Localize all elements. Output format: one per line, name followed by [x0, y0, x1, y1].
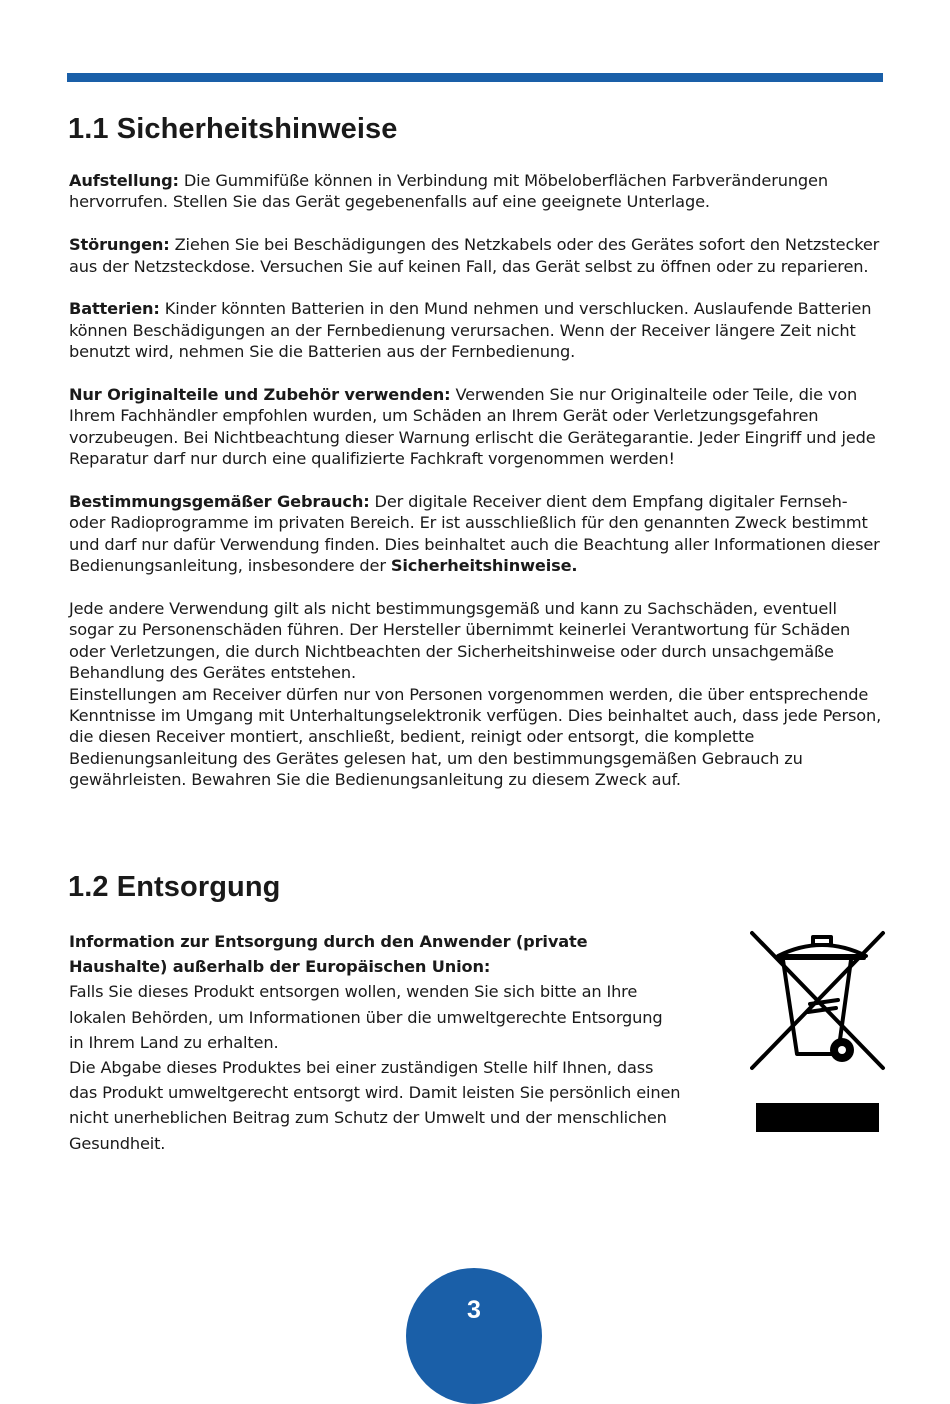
safety-paragraph-intended-use	[69, 491, 884, 577]
section-heading-safety: 1.1 Sicherheitshinweise	[68, 113, 398, 145]
crossed-out-wheelie-bin-icon	[750, 930, 886, 1074]
paragraph-emphasis: Sicherheitshinweise.	[390, 556, 578, 576]
paragraph-text: Der digitale Receiver dient dem Empfang digitaler Fernseh- oder Radioprogramme im privaten Bereich. Er ist ausschließlich für den genannten Zweck bestimmt und darf nur dafür Verwendung finden. Dies beinhaltet auch die Beachtung aller Informationen dieser Bedienungsanleitung, insbesondere der	[69, 492, 880, 576]
safety-paragraph-malfunctions	[69, 234, 884, 277]
paragraph-lead: Bestimmungsgemäßer Gebrauch:	[69, 492, 370, 512]
page-number-tab	[406, 1268, 542, 1404]
safety-paragraph-setup	[69, 170, 884, 213]
paragraph-text: Die Gummifüße können in Verbindung mit Möbeloberflächen Farbveränderungen hervorrufen. Stellen Sie das Gerät gegebenenfalls auf eine geeignete Unterlage.	[69, 171, 828, 212]
disposal-paragraph-2: Die Abgabe dieses Produktes bei einer zuständigen Stelle hilf Ihnen, dass das Produkt umweltgerecht entsorgt wird. Damit leisten Sie persönlich einen nicht unerheblichen Beitrag zum Schutz der Umwelt und der menschlichen Gesundheit.	[69, 1058, 681, 1153]
paragraph-lead: Nur Originalteile und Zubehör verwenden:	[69, 385, 451, 405]
section-heading-disposal: 1.2 Entsorgung	[68, 871, 281, 903]
safety-paragraph-other-use: Jede andere Verwendung gilt als nicht bestimmungsgemäß und kann zu Sachschäden, eventuell sogar zu Personenschäden führen. Der Hersteller übernimmt keinerlei Verantwortung für Schäden oder Verletzungen, die durch Nichtbeachten der Sicherheitshinweise oder durch unsachgemäße Behandlung des Gerätes entstehen.	[69, 599, 851, 683]
disposal-paragraph-1: Falls Sie dieses Produkt entsorgen wollen, wenden Sie sich bitte an Ihre lokalen Behörden, um Informationen über die umweltgerechte Entsorgung in Ihrem Land zu erhalten.	[69, 982, 663, 1052]
safety-paragraph-settings: Einstellungen am Receiver dürfen nur von Personen vorgenommen werden, die über entsprechende Kenntnisse im Umgang mit Unterhaltungselektronik verfügen. Dies beinhaltet auch, dass jede Person, die diesen Receiver montiert, anschließt, bedient, reinigt oder entsorgt, die komplette Bedienungsanleitung des Gerätes gelesen hat, um den bestimmungsgemäßen Gebrauch zu gewährleisten. Bewahren Sie die Bedienungsanleitung zu diesem Zweck auf.	[69, 684, 882, 790]
paragraph-lead: Batterien:	[69, 299, 160, 319]
safety-paragraph-original-parts	[69, 384, 884, 470]
disposal-lead: Information zur Entsorgung durch den Anwender (private Haushalte) außerhalb der Europäischen Union:	[69, 932, 588, 977]
disposal-section-body	[69, 929, 681, 1156]
safety-paragraph-batteries	[69, 298, 884, 362]
paragraph-text: Verwenden Sie nur Originalteile oder Teile, die von Ihrem Fachhändler empfohlen wurden, um Schäden an Ihrem Gerät oder Verletzungsgefahren vorzubeugen. Bei Nichtbeachtung dieser Warnung erlischt die Gerätegarantie. Jeder Eingriff und jede Reparatur darf nur durch eine qualifizierte Fachkraft vorgenommen werden!	[69, 385, 876, 469]
paragraph-lead: Aufstellung:	[69, 171, 179, 190]
safety-section-body	[69, 170, 884, 791]
header-accent-bar	[67, 73, 883, 82]
paragraph-lead: Störungen:	[69, 235, 170, 255]
weee-marking-bar	[756, 1103, 879, 1132]
page-number: 3	[467, 1296, 481, 1324]
paragraph-text: Kinder könnten Batterien in den Mund nehmen und verschlucken. Auslaufende Batterien können Beschädigungen an der Fernbedienung verursachen. Wenn der Receiver längere Zeit nicht benutzt wird, nehmen Sie die Batterien aus der Fernbedienung.	[69, 299, 872, 362]
paragraph-text: Ziehen Sie bei Beschädigungen des Netzkabels oder des Gerätes sofort den Netzstecker aus der Netzsteckdose. Versuchen Sie auf keinen Fall, das Gerät selbst zu öffnen oder zu reparieren.	[69, 235, 880, 276]
